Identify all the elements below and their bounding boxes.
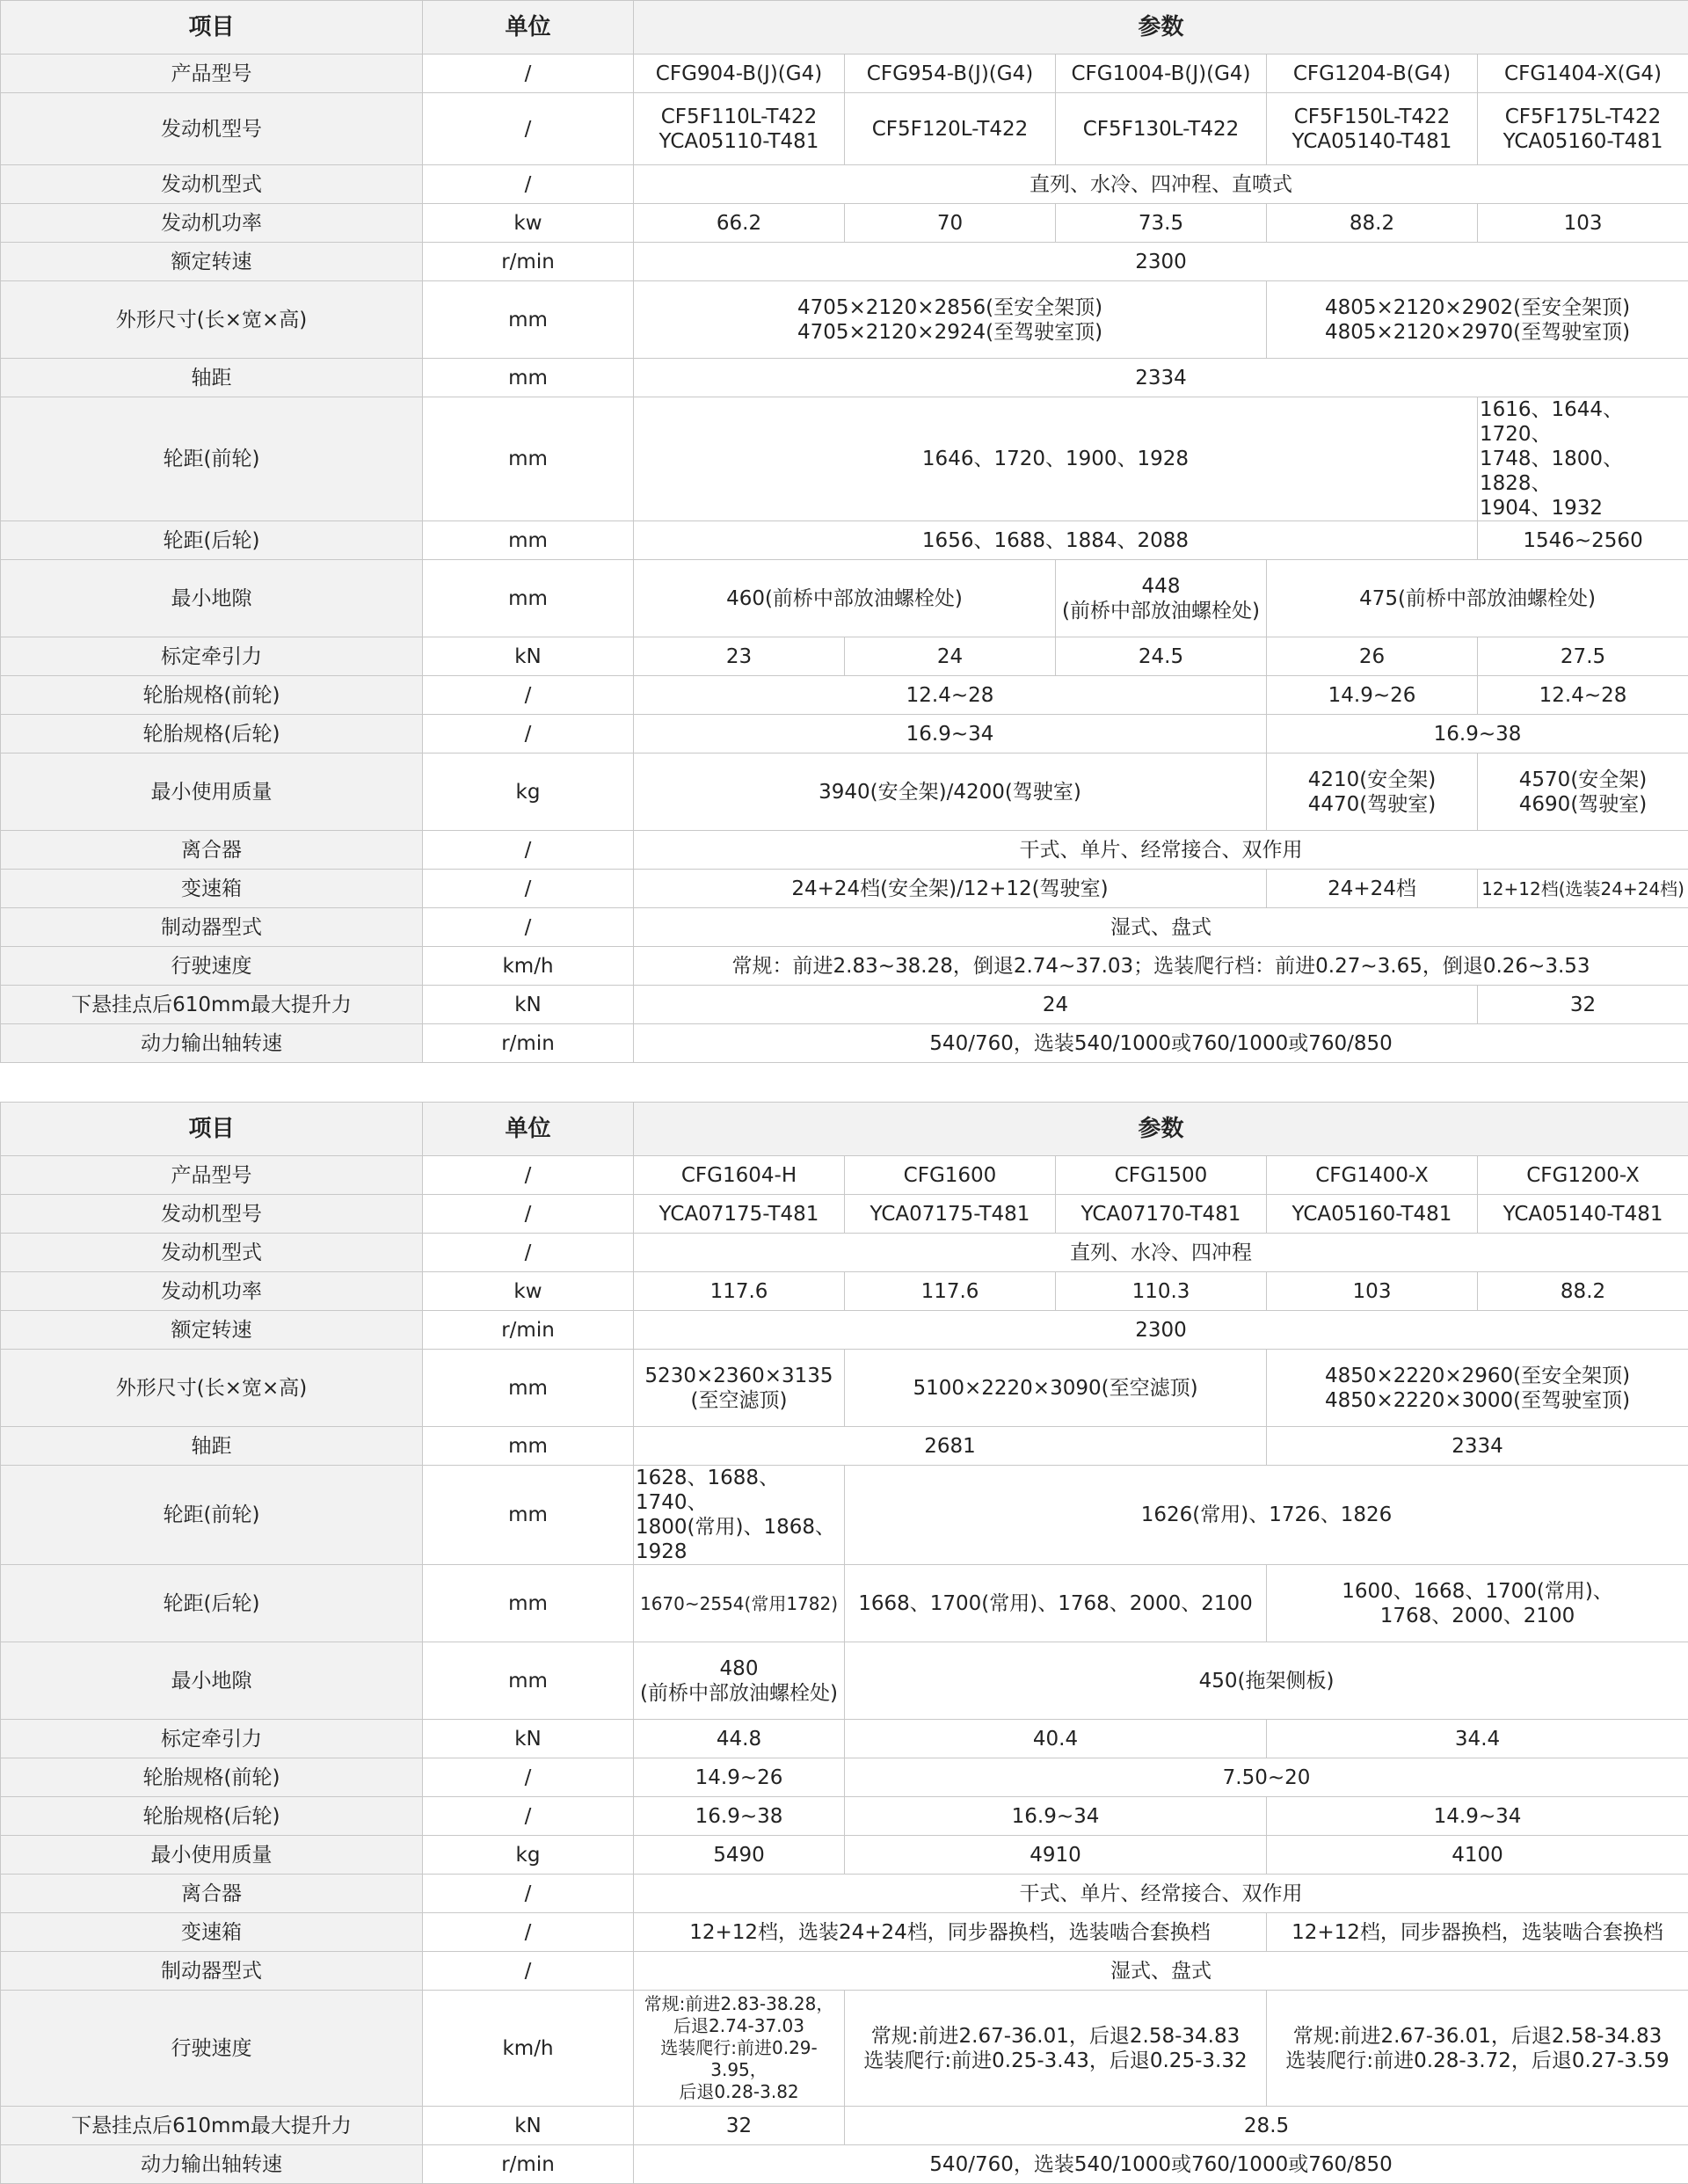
row-engine-power (1, 204, 1688, 243)
row-wheelbase (1, 359, 1688, 397)
value-cell: 常规:前进2.67-36.01，后退2.58-34.83 选装爬行:前进0.25-3.43，后退0.25-3.32 (845, 1991, 1267, 2107)
value-cell: 32 (634, 2107, 845, 2145)
row-unit: / (423, 715, 634, 753)
row-clutch (1, 831, 1688, 870)
header-params: 参数 (634, 1, 1688, 55)
row-dimensions (1, 281, 1688, 359)
value-cell: 4100 (1267, 1836, 1688, 1875)
row-label: 离合器 (1, 1875, 423, 1913)
row-unit: mm (423, 560, 634, 637)
row-unit: / (423, 831, 634, 870)
value-cell: 2334 (1267, 1427, 1688, 1466)
value-cell: 干式、单片、经常接合、双作用 (634, 1875, 1688, 1913)
row-unit: kg (423, 1836, 634, 1875)
value-cell: 4570(安全架) 4690(驾驶室) (1478, 753, 1688, 831)
row-model (1, 55, 1688, 93)
value-cell: 3940(安全架)/4200(驾驶室) (634, 753, 1267, 831)
row-label: 轴距 (1, 359, 423, 397)
row-label: 轮距(后轮) (1, 1565, 423, 1642)
row-unit: mm (423, 1427, 634, 1466)
row-engine-power (1, 1272, 1688, 1311)
row-engine-model (1, 93, 1688, 165)
row-unit: kN (423, 1720, 634, 1758)
row-traction (1, 637, 1688, 676)
row-label: 发动机功率 (1, 1272, 423, 1311)
value-cell: 66.2 (634, 204, 845, 243)
value-cell: 88.2 (1478, 1272, 1688, 1311)
row-unit: mm (423, 1642, 634, 1720)
row-front-tire (1, 676, 1688, 715)
row-brake (1, 1952, 1688, 1991)
value-cell: 12.4~28 (1478, 676, 1688, 715)
row-dimensions (1, 1350, 1688, 1427)
row-unit: / (423, 1758, 634, 1797)
value-cell: 5230×2360×3135 (至空滤顶) (634, 1350, 845, 1427)
row-rated-speed (1, 1311, 1688, 1350)
row-front-track (1, 1466, 1688, 1565)
header-unit: 单位 (423, 1103, 634, 1156)
row-brake (1, 908, 1688, 947)
value-cell: CF5F110L-T422 YCA05110-T481 (634, 93, 845, 165)
value-cell: 24.5 (1056, 637, 1267, 676)
row-unit: / (423, 1952, 634, 1991)
row-label: 发动机功率 (1, 204, 423, 243)
row-label: 发动机型式 (1, 165, 423, 204)
value-cell: CFG1400-X (1267, 1156, 1478, 1195)
value-cell: 450(拖架侧板) (845, 1642, 1688, 1720)
value-cell: YCA07175-T481 (634, 1195, 845, 1234)
value-cell: 湿式、盘式 (634, 1952, 1688, 1991)
value-cell: CF5F120L-T422 (845, 93, 1056, 165)
row-label: 轮胎规格(后轮) (1, 715, 423, 753)
row-label: 最小使用质量 (1, 1836, 423, 1875)
value-cell: 7.50~20 (845, 1758, 1688, 1797)
row-unit: / (423, 1797, 634, 1836)
value-cell: 常规：前进2.83~38.28，倒退2.74~37.03；选装爬行档：前进0.27~3.65，倒退0.26~3.53 (634, 947, 1688, 986)
value-cell: 27.5 (1478, 637, 1688, 676)
value-cell: CFG1604-H (634, 1156, 845, 1195)
value-cell: 540/760，选装540/1000或760/1000或760/850 (634, 2145, 1688, 2184)
row-rear-tire (1, 715, 1688, 753)
value-cell: YCA07175-T481 (845, 1195, 1056, 1234)
value-cell: 70 (845, 204, 1056, 243)
row-lift (1, 986, 1688, 1024)
value-cell: 475(前桥中部放油螺栓处) (1267, 560, 1688, 637)
value-cell: 117.6 (634, 1272, 845, 1311)
row-label: 轮胎规格(后轮) (1, 1797, 423, 1836)
value-cell: 448 (前桥中部放油螺栓处) (1056, 560, 1267, 637)
value-cell: CF5F175L-T422 YCA05160-T481 (1478, 93, 1688, 165)
row-rear-track (1, 521, 1688, 560)
row-unit: kN (423, 2107, 634, 2145)
value-cell: 24 (845, 637, 1056, 676)
value-cell: 常规:前进2.67-36.01，后退2.58-34.83 选装爬行:前进0.28-3.72，后退0.27-3.59 (1267, 1991, 1688, 2107)
row-pto (1, 1024, 1688, 1063)
row-label: 额定转速 (1, 243, 423, 281)
row-label: 行驶速度 (1, 1991, 423, 2107)
value-cell: 12+12档，选装24+24档，同步器换档，选装啮合套换档 (634, 1913, 1267, 1952)
value-cell: 1646、1720、1900、1928 (634, 397, 1478, 521)
value-cell: 12+12档，同步器换档，选装啮合套换档 (1267, 1913, 1688, 1952)
value-cell: 1600、1668、1700(常用)、 1768、2000、2100 (1267, 1565, 1688, 1642)
value-cell: 1546~2560 (1478, 521, 1688, 560)
value-cell: 32 (1478, 986, 1688, 1024)
row-unit: mm (423, 359, 634, 397)
row-label: 轮胎规格(前轮) (1, 676, 423, 715)
value-cell: 40.4 (845, 1720, 1267, 1758)
value-cell: 103 (1267, 1272, 1478, 1311)
row-unit: kg (423, 753, 634, 831)
value-cell: 103 (1478, 204, 1688, 243)
row-unit: / (423, 165, 634, 204)
value-cell: 4210(安全架) 4470(驾驶室) (1267, 753, 1478, 831)
row-front-tire (1, 1758, 1688, 1797)
value-cell: CF5F130L-T422 (1056, 93, 1267, 165)
row-label: 产品型号 (1, 55, 423, 93)
value-cell: 1670~2554(常用1782) (634, 1565, 845, 1642)
header-item: 项目 (1, 1, 423, 55)
value-cell: CFG1004-B(J)(G4) (1056, 55, 1267, 93)
value-cell: 4805×2120×2902(至安全架顶) 4805×2120×2970(至驾驶室顶) (1267, 281, 1688, 359)
value-cell: 16.9~38 (1267, 715, 1688, 753)
value-cell: 湿式、盘式 (634, 908, 1688, 947)
row-label: 下悬挂点后610mm最大提升力 (1, 986, 423, 1024)
value-cell: 12+12档(选装24+24档) (1478, 870, 1688, 908)
value-cell: YCA05140-T481 (1478, 1195, 1688, 1234)
row-rear-tire (1, 1797, 1688, 1836)
value-cell: CFG1600 (845, 1156, 1056, 1195)
row-gearbox (1, 1913, 1688, 1952)
value-cell: 24+24档(安全架)/12+12(驾驶室) (634, 870, 1267, 908)
value-cell: 110.3 (1056, 1272, 1267, 1311)
value-cell: 14.9~26 (1267, 676, 1478, 715)
value-cell: 28.5 (845, 2107, 1688, 2145)
row-unit: / (423, 55, 634, 93)
row-ground-clearance (1, 1642, 1688, 1720)
row-unit: r/min (423, 1024, 634, 1063)
header-unit: 单位 (423, 1, 634, 55)
value-cell: 460(前桥中部放油螺栓处) (634, 560, 1056, 637)
value-cell: 88.2 (1267, 204, 1478, 243)
row-unit: r/min (423, 1311, 634, 1350)
row-label: 外形尺寸(长×宽×高) (1, 281, 423, 359)
value-cell: 1616、1644、1720、 1748、1800、1828、 1904、1932 (1478, 397, 1688, 521)
value-cell: CFG1404-X(G4) (1478, 55, 1688, 93)
row-unit: / (423, 1875, 634, 1913)
value-cell: YCA05160-T481 (1267, 1195, 1478, 1234)
value-cell: 540/760，选装540/1000或760/1000或760/850 (634, 1024, 1688, 1063)
header-params: 参数 (634, 1103, 1688, 1156)
value-cell: 常规:前进2.83-38.28， 后退2.74-37.03 选装爬行:前进0.29-3.95， 后退0.28-3.82 (634, 1991, 845, 2107)
row-min-mass (1, 1836, 1688, 1875)
value-cell: 14.9~26 (634, 1758, 845, 1797)
row-label: 离合器 (1, 831, 423, 870)
row-unit: mm (423, 521, 634, 560)
row-min-mass (1, 753, 1688, 831)
value-cell: 1628、1688、1740、 1800(常用)、1868、 1928 (634, 1466, 845, 1565)
value-cell: CFG1200-X (1478, 1156, 1688, 1195)
value-cell: CFG954-B(J)(G4) (845, 55, 1056, 93)
row-label: 变速箱 (1, 870, 423, 908)
value-cell: CFG1500 (1056, 1156, 1267, 1195)
row-traction (1, 1720, 1688, 1758)
value-cell: CFG1204-B(G4) (1267, 55, 1478, 93)
row-unit: / (423, 1156, 634, 1195)
row-label: 标定牵引力 (1, 1720, 423, 1758)
table-header-row (1, 1, 1688, 55)
value-cell: 117.6 (845, 1272, 1056, 1311)
row-label: 制动器型式 (1, 908, 423, 947)
value-cell: 23 (634, 637, 845, 676)
value-cell: 34.4 (1267, 1720, 1688, 1758)
value-cell: CFG904-B(J)(G4) (634, 55, 845, 93)
row-unit: / (423, 1234, 634, 1272)
row-unit: / (423, 1195, 634, 1234)
spec-table-1 (0, 0, 1688, 1063)
row-unit: mm (423, 1565, 634, 1642)
value-cell: 24 (634, 986, 1478, 1024)
row-label: 发动机型式 (1, 1234, 423, 1272)
table-header-row (1, 1103, 1688, 1156)
row-speed (1, 947, 1688, 986)
row-unit: kw (423, 1272, 634, 1311)
row-unit: mm (423, 1350, 634, 1427)
value-cell: 12.4~28 (634, 676, 1267, 715)
row-lift (1, 2107, 1688, 2145)
row-label: 轮胎规格(前轮) (1, 1758, 423, 1797)
value-cell: 14.9~34 (1267, 1797, 1688, 1836)
value-cell: 16.9~34 (845, 1797, 1267, 1836)
value-cell: 1656、1688、1884、2088 (634, 521, 1478, 560)
row-label: 动力输出轴转速 (1, 1024, 423, 1063)
row-unit: mm (423, 397, 634, 521)
value-cell: 5100×2220×3090(至空滤顶) (845, 1350, 1267, 1427)
row-label: 轮距(前轮) (1, 1466, 423, 1565)
row-label: 变速箱 (1, 1913, 423, 1952)
row-unit: / (423, 93, 634, 165)
row-label: 产品型号 (1, 1156, 423, 1195)
value-cell: 2300 (634, 1311, 1688, 1350)
row-label: 额定转速 (1, 1311, 423, 1350)
value-cell: 24+24档 (1267, 870, 1478, 908)
row-unit: km/h (423, 1991, 634, 2107)
row-unit: kw (423, 204, 634, 243)
row-label: 最小地隙 (1, 1642, 423, 1720)
value-cell: 16.9~38 (634, 1797, 845, 1836)
table-spacer (0, 1063, 1688, 1102)
value-cell: 4910 (845, 1836, 1267, 1875)
row-label: 发动机型号 (1, 93, 423, 165)
value-cell: 1668、1700(常用)、1768、2000、2100 (845, 1565, 1267, 1642)
value-cell: 16.9~34 (634, 715, 1267, 753)
value-cell: 26 (1267, 637, 1478, 676)
row-front-track (1, 397, 1688, 521)
row-wheelbase (1, 1427, 1688, 1466)
row-unit: kN (423, 637, 634, 676)
value-cell: 480 (前桥中部放油螺栓处) (634, 1642, 845, 1720)
row-label: 外形尺寸(长×宽×高) (1, 1350, 423, 1427)
row-unit: / (423, 1913, 634, 1952)
row-unit: / (423, 676, 634, 715)
row-engine-type (1, 165, 1688, 204)
row-label: 制动器型式 (1, 1952, 423, 1991)
value-cell: 4705×2120×2856(至安全架顶) 4705×2120×2924(至驾驶室顶) (634, 281, 1267, 359)
row-gearbox (1, 870, 1688, 908)
value-cell: 干式、单片、经常接合、双作用 (634, 831, 1688, 870)
spec-table-2 (0, 1102, 1688, 2184)
row-rear-track (1, 1565, 1688, 1642)
row-unit: / (423, 870, 634, 908)
row-label: 发动机型号 (1, 1195, 423, 1234)
row-engine-model (1, 1195, 1688, 1234)
row-unit: kN (423, 986, 634, 1024)
row-label: 轮距(后轮) (1, 521, 423, 560)
row-speed (1, 1991, 1688, 2107)
row-label: 动力输出轴转速 (1, 2145, 423, 2184)
value-cell: 2334 (634, 359, 1688, 397)
value-cell: 44.8 (634, 1720, 845, 1758)
value-cell: 直列、水冷、四冲程、直喷式 (634, 165, 1688, 204)
row-rated-speed (1, 243, 1688, 281)
row-label: 行驶速度 (1, 947, 423, 986)
row-label: 轮距(前轮) (1, 397, 423, 521)
row-engine-type (1, 1234, 1688, 1272)
row-pto (1, 2145, 1688, 2184)
row-label: 标定牵引力 (1, 637, 423, 676)
value-cell: 1626(常用)、1726、1826 (845, 1466, 1688, 1565)
row-ground-clearance (1, 560, 1688, 637)
value-cell: 2681 (634, 1427, 1267, 1466)
value-cell: 直列、水冷、四冲程 (634, 1234, 1688, 1272)
row-unit: r/min (423, 243, 634, 281)
row-model (1, 1156, 1688, 1195)
value-cell: CF5F150L-T422 YCA05140-T481 (1267, 93, 1478, 165)
value-cell: 5490 (634, 1836, 845, 1875)
row-label: 最小地隙 (1, 560, 423, 637)
row-unit: km/h (423, 947, 634, 986)
row-unit: r/min (423, 2145, 634, 2184)
value-cell: YCA07170-T481 (1056, 1195, 1267, 1234)
row-unit: mm (423, 281, 634, 359)
value-cell: 4850×2220×2960(至安全架顶) 4850×2220×3000(至驾驶室顶) (1267, 1350, 1688, 1427)
row-unit: / (423, 908, 634, 947)
value-cell: 73.5 (1056, 204, 1267, 243)
row-clutch (1, 1875, 1688, 1913)
row-label: 轴距 (1, 1427, 423, 1466)
row-label: 最小使用质量 (1, 753, 423, 831)
value-cell: 2300 (634, 243, 1688, 281)
row-label: 下悬挂点后610mm最大提升力 (1, 2107, 423, 2145)
row-unit: mm (423, 1466, 634, 1565)
header-item: 项目 (1, 1103, 423, 1156)
